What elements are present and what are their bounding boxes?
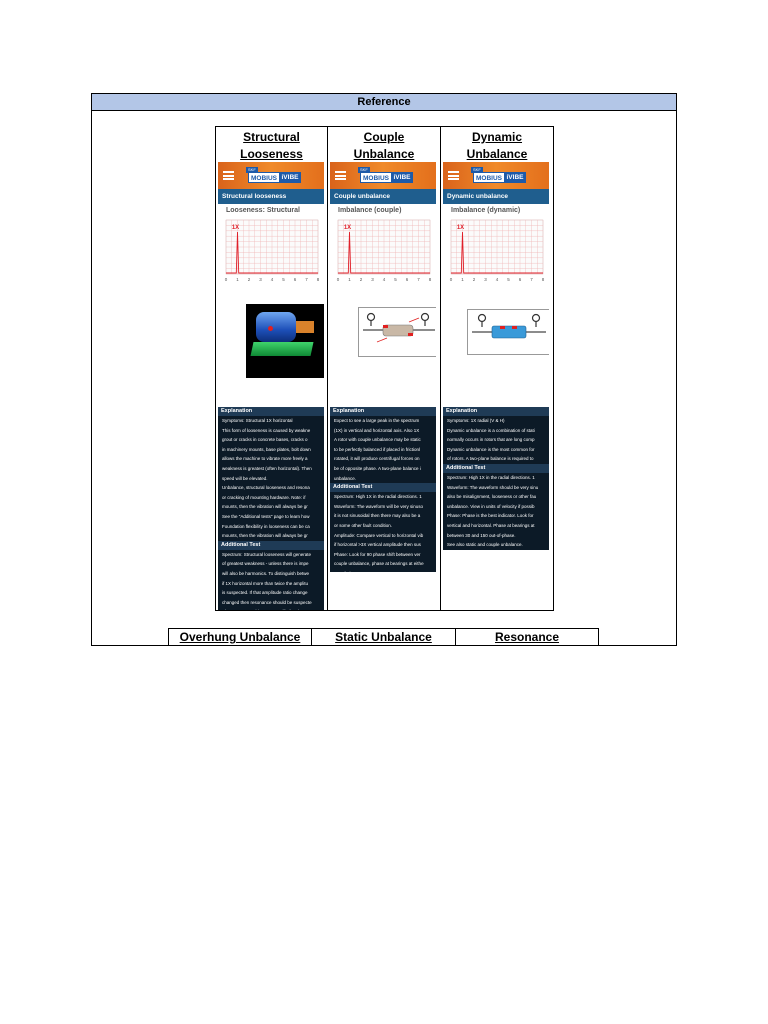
section-title: Dynamic unbalance: [443, 189, 549, 204]
cell-resonance: Resonance: [494, 630, 560, 644]
panel-text: to be perfectly balanced if placed in frictionl: [334, 446, 421, 452]
x-tick-label: 7: [305, 277, 308, 282]
hamburger-menu-icon[interactable]: [223, 171, 234, 180]
app-logo: [471, 167, 527, 184]
x-tick-label: 4: [495, 277, 499, 282]
panel-text: if 1X horizontal more than twice the amplitu: [222, 580, 309, 586]
x-tick-label: 0: [224, 277, 228, 282]
logo-badge: SKF: [248, 167, 256, 172]
panel-header: Additional Test: [330, 483, 436, 492]
x-tick-label: 7: [530, 277, 533, 282]
chart-title: Looseness: Structural: [226, 207, 300, 214]
x-tick-label: 8: [428, 277, 432, 282]
panel-text: will also be harmonics. To distinguish betwe: [222, 570, 309, 576]
column-title-line1: Couple: [363, 130, 405, 144]
column-title: [328, 129, 440, 163]
panel-text: normally occurs in rotors that are long comp: [447, 437, 535, 443]
app-bar: [330, 162, 436, 189]
app-logo: [246, 167, 302, 184]
panel-text: be of opposite phase. A two-plane balance i: [334, 465, 421, 471]
reference-table: [91, 93, 677, 646]
spectrum-chart: [336, 218, 432, 284]
x-tick-label: 0: [449, 277, 453, 282]
panel-text: [330, 569, 436, 572]
panel-text: Phase: Look for 90 phase shift between ver: [334, 551, 421, 557]
panel-text: changed then resonance should be suspecte: [222, 599, 312, 605]
panel-header: Additional Test: [443, 464, 549, 473]
column-title: [216, 129, 327, 163]
x-tick-label: 6: [518, 277, 522, 282]
peak-label: 1X: [456, 225, 465, 231]
panel-text: [218, 607, 324, 610]
bottom-row-table: [168, 628, 599, 646]
panel-text: A rotor with couple unbalance may be static: [334, 437, 421, 443]
x-tick-label: 2: [247, 277, 251, 282]
x-tick-label: 8: [316, 277, 320, 282]
logo-ivibe: iVIBE: [279, 172, 301, 183]
hamburger-menu-icon[interactable]: [448, 171, 459, 180]
logo-badge: SKF: [360, 167, 368, 172]
cell-overhung-unbalance: Overhung Unbalance: [169, 629, 312, 645]
x-tick-label: 1: [461, 277, 464, 282]
x-tick-label: 5: [282, 277, 285, 282]
column-dynamic-unbalance: [441, 127, 553, 610]
panel-text: or cracking of mounting hardware. Note: if: [222, 494, 306, 500]
panel-text: grout or cracks in concrete bases, cracks o: [222, 437, 308, 443]
panel-text: unbalance.: [334, 475, 357, 481]
panel-text: vertical and horizontal. Phase at bearings at: [447, 522, 535, 528]
panel-text: Symptoms: 1X radial (V & H): [447, 418, 505, 423]
spectrum-chart: [224, 218, 320, 284]
panel-text: or some other fault condition.: [334, 522, 393, 528]
panel-header: Additional Test: [218, 541, 324, 550]
column-couple-unbalance: [328, 127, 441, 610]
explanation-panel: [218, 407, 324, 610]
logo-mobius: MOBIUS: [473, 172, 505, 183]
panel-text: of greatest weakness - unless there is impe: [222, 561, 309, 567]
panel-text: couple unbalance, phase at bearings at eithe: [334, 561, 424, 567]
x-tick-label: 4: [270, 277, 274, 282]
peak-label: 1X: [231, 225, 240, 231]
panel-text: allows the machine to vibrate more freely a: [222, 456, 308, 462]
rotor-image: [443, 289, 549, 407]
section-title: Couple unbalance: [330, 189, 436, 204]
panel-text: Waveform: The waveform will be very sinuso: [334, 503, 424, 509]
reference-header: Reference: [92, 94, 676, 111]
x-tick-label: 0: [336, 277, 340, 282]
logo-mobius: MOBIUS: [360, 172, 392, 183]
column-title: [441, 129, 553, 163]
app-logo: [358, 167, 414, 184]
logo-badge: SKF: [473, 167, 481, 172]
peak-label: 1X: [343, 225, 352, 231]
panel-text: it is not sinusoidal then there may also be a: [334, 513, 421, 519]
x-tick-label: 7: [417, 277, 420, 282]
rotor-image: [330, 289, 436, 407]
panel-header: Explanation: [443, 407, 549, 416]
panel-text: Spectrum: Structural looseness will generate: [222, 551, 312, 557]
app-bar: [218, 162, 324, 189]
panel-text: between 30 and 150 out-of-phase.: [447, 532, 516, 538]
panel-header: Explanation: [330, 407, 436, 416]
x-tick-label: 6: [293, 277, 297, 282]
panel-text: in machinery mounts, base plates, bolt down: [222, 446, 311, 452]
logo-mobius: MOBIUS: [248, 172, 280, 183]
x-tick-label: 1: [236, 277, 239, 282]
panel-text: Phase: Phase is the best indicator. Look for: [447, 513, 534, 519]
section-title: Structural looseness: [218, 189, 324, 204]
hamburger-menu-icon[interactable]: [335, 171, 346, 180]
app-screenshot: [218, 162, 324, 610]
panel-text: also be misalignment, looseness or other fau: [447, 494, 537, 500]
column-title-line1: Structural: [243, 130, 300, 144]
cell-static-unbalance: Static Unbalance: [312, 629, 456, 645]
x-tick-label: 2: [359, 277, 363, 282]
panel-text: is suspected. If that amplitude ratio change: [222, 590, 308, 596]
logo-ivibe: iVIBE: [504, 172, 526, 183]
x-tick-label: 5: [394, 277, 397, 282]
app-bar: [443, 162, 549, 189]
x-tick-label: 2: [472, 277, 476, 282]
x-tick-label: 3: [371, 277, 374, 282]
app-screenshot: [330, 162, 436, 572]
panel-text: if horizontal >3X vertical amplitude then sus: [334, 542, 421, 548]
chart-title: Imbalance (dynamic): [451, 207, 521, 214]
panel-text: Dynamic unbalance is the most common for: [447, 446, 535, 452]
dynamic-rotor-illustration: [467, 309, 549, 355]
panel-text: Spectrum: High 1X in the radial directions. 1: [447, 474, 535, 480]
panel-text: weakness is greatest (often horizontal). Then: [222, 465, 312, 471]
motor-image: [218, 289, 324, 407]
panel-text: Amplitude: Compare vertical to horizontal vib: [334, 532, 424, 538]
explanation-panel: [443, 407, 549, 550]
column-title-line2: Looseness: [240, 147, 303, 161]
spectrum-chart: [449, 218, 545, 284]
x-tick-label: 1: [348, 277, 351, 282]
x-tick-label: 6: [405, 277, 409, 282]
panel-text: rotated, it will produce centrifugal forces on: [334, 456, 420, 462]
panel-text: Dynamic unbalance is a combination of stati: [447, 427, 535, 433]
panel-text: See also static and couple unbalance.: [447, 542, 523, 548]
panel-text: mounts, then the vibration will always be gr: [222, 504, 308, 510]
x-tick-label: 8: [541, 277, 545, 282]
panel-text: mounts, then the vibration will always be gr: [222, 533, 308, 539]
x-tick-label: 3: [259, 277, 262, 282]
panel-text: Unbalance, structural looseness and resona: [222, 485, 310, 491]
logo-ivibe: iVIBE: [391, 172, 413, 183]
screenshots-table: [215, 126, 554, 611]
panel-header: Explanation: [218, 407, 324, 416]
column-title-line2: Unbalance: [466, 147, 528, 161]
panel-text: (1X) in vertical and horizontal axis. Also 1X: [334, 427, 420, 433]
column-title-line1: Dynamic: [471, 130, 523, 144]
panel-text: Foundation flexibility in looseness can be ca: [222, 523, 310, 529]
column-title-line2: Unbalance: [353, 147, 415, 161]
panel-text: Spectrum: High 1X in the radial directions. 1: [334, 494, 422, 500]
x-tick-label: 3: [484, 277, 487, 282]
chart-title: Imbalance (couple): [338, 207, 402, 214]
motor-illustration: [246, 304, 324, 378]
panel-text: speed will be elevated.: [222, 475, 268, 481]
x-tick-label: 4: [382, 277, 386, 282]
panel-text: Waveform: The waveform should be very sinu: [447, 484, 539, 490]
panel-text: This form of looseness is caused by weakne: [222, 427, 311, 433]
panel-text: See the "Additional tests" page to learn how: [222, 513, 310, 519]
couple-rotor-illustration: [358, 307, 436, 357]
panel-text: unbalance. View in units of velocity if possib: [447, 503, 535, 509]
explanation-panel: [330, 407, 436, 572]
panel-text: Symptoms: Structural 1X horizontal: [222, 418, 293, 423]
x-tick-label: 5: [507, 277, 510, 282]
app-screenshot: [443, 162, 549, 563]
panel-text: Expect to see a large peak in the spectrum: [334, 418, 420, 423]
column-structural-looseness: [216, 127, 328, 610]
panel-text: of rotors. A two-plane balance is required to: [447, 456, 534, 462]
